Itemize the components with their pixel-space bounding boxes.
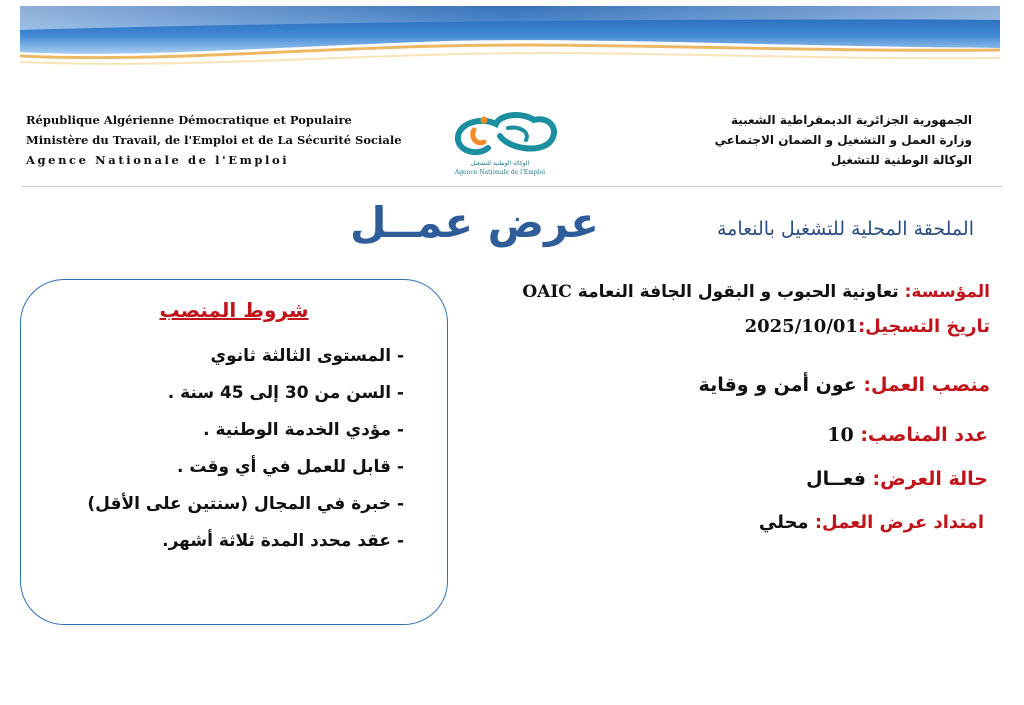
condition-item: - عقد محدد المدة ثلاثة أشهر. — [162, 531, 404, 551]
positions-count-line — [827, 424, 988, 446]
position-line — [699, 374, 990, 396]
conditions-list — [74, 345, 404, 567]
header-arabic — [592, 110, 972, 170]
offer-scope-label: امتداد عرض العمل: — [814, 512, 984, 533]
condition-item: - السن من 30 إلى 45 سنة . — [167, 383, 404, 403]
establishment-value: تعاونية الحبوب و البقول الجافة النعامة — [577, 282, 899, 302]
positions-count-label: عدد المناصب: — [860, 424, 988, 446]
header-wave-banner — [0, 0, 1024, 90]
condition-item: - خبرة في المجال (سنتين على الأقل) — [87, 494, 404, 514]
ministry-fr: Ministère du Travail, de l'Emploi et de La Sécurité Sociale — [26, 133, 402, 147]
local-annex-name: الملحقة المحلية للتشغيل بالنعامة — [716, 218, 974, 240]
offer-status-line — [806, 468, 988, 490]
offer-status-label: حالة العرض: — [872, 468, 988, 490]
condition-item: - مؤدي الخدمة الوطنية . — [203, 420, 404, 440]
establishment-line — [522, 282, 990, 302]
offer-title: عرض عمــل — [350, 198, 599, 247]
ministry-ar: وزارة العمل و التشغيل و الضمان الاجتماعي — [714, 133, 972, 147]
logo-caption-fr: Agence Nationale de l'Emploi — [454, 169, 546, 176]
position-label: منصب العمل: — [863, 374, 990, 396]
position-value: عون أمن و وقاية — [698, 374, 857, 396]
registration-line — [745, 316, 990, 337]
logo-caption-ar: الوكالة الوطنية للتشغيل — [470, 160, 530, 167]
offer-scope-line — [759, 512, 984, 533]
header-divider — [22, 186, 1002, 187]
positions-count-value: 10 — [827, 424, 854, 446]
republic-ar: الجمهورية الجزائرية الديمقراطية الشعبية — [730, 113, 972, 127]
agency-ar: الوكالة الوطنية للتشغيل — [830, 153, 972, 167]
agency-fr: Agence Nationale de l'Emploi — [26, 153, 290, 167]
republic-fr: République Algérienne Démocratique et Populaire — [26, 113, 352, 127]
establishment-label: المؤسسة: — [904, 282, 990, 302]
registration-label: تاريخ التسجيل: — [857, 316, 990, 337]
offer-scope-value: محلي — [758, 512, 809, 533]
establishment-code: OAIC — [522, 282, 572, 302]
condition-item: - قابل للعمل في أي وقت . — [176, 457, 404, 477]
offer-status-value: فعــال — [806, 468, 866, 490]
header-french — [26, 110, 406, 170]
condition-item: - المستوى الثالثة ثانوي — [210, 346, 404, 366]
conditions-title: شروط المنصب — [159, 298, 309, 322]
registration-date: 2025/10/01 — [744, 316, 858, 337]
